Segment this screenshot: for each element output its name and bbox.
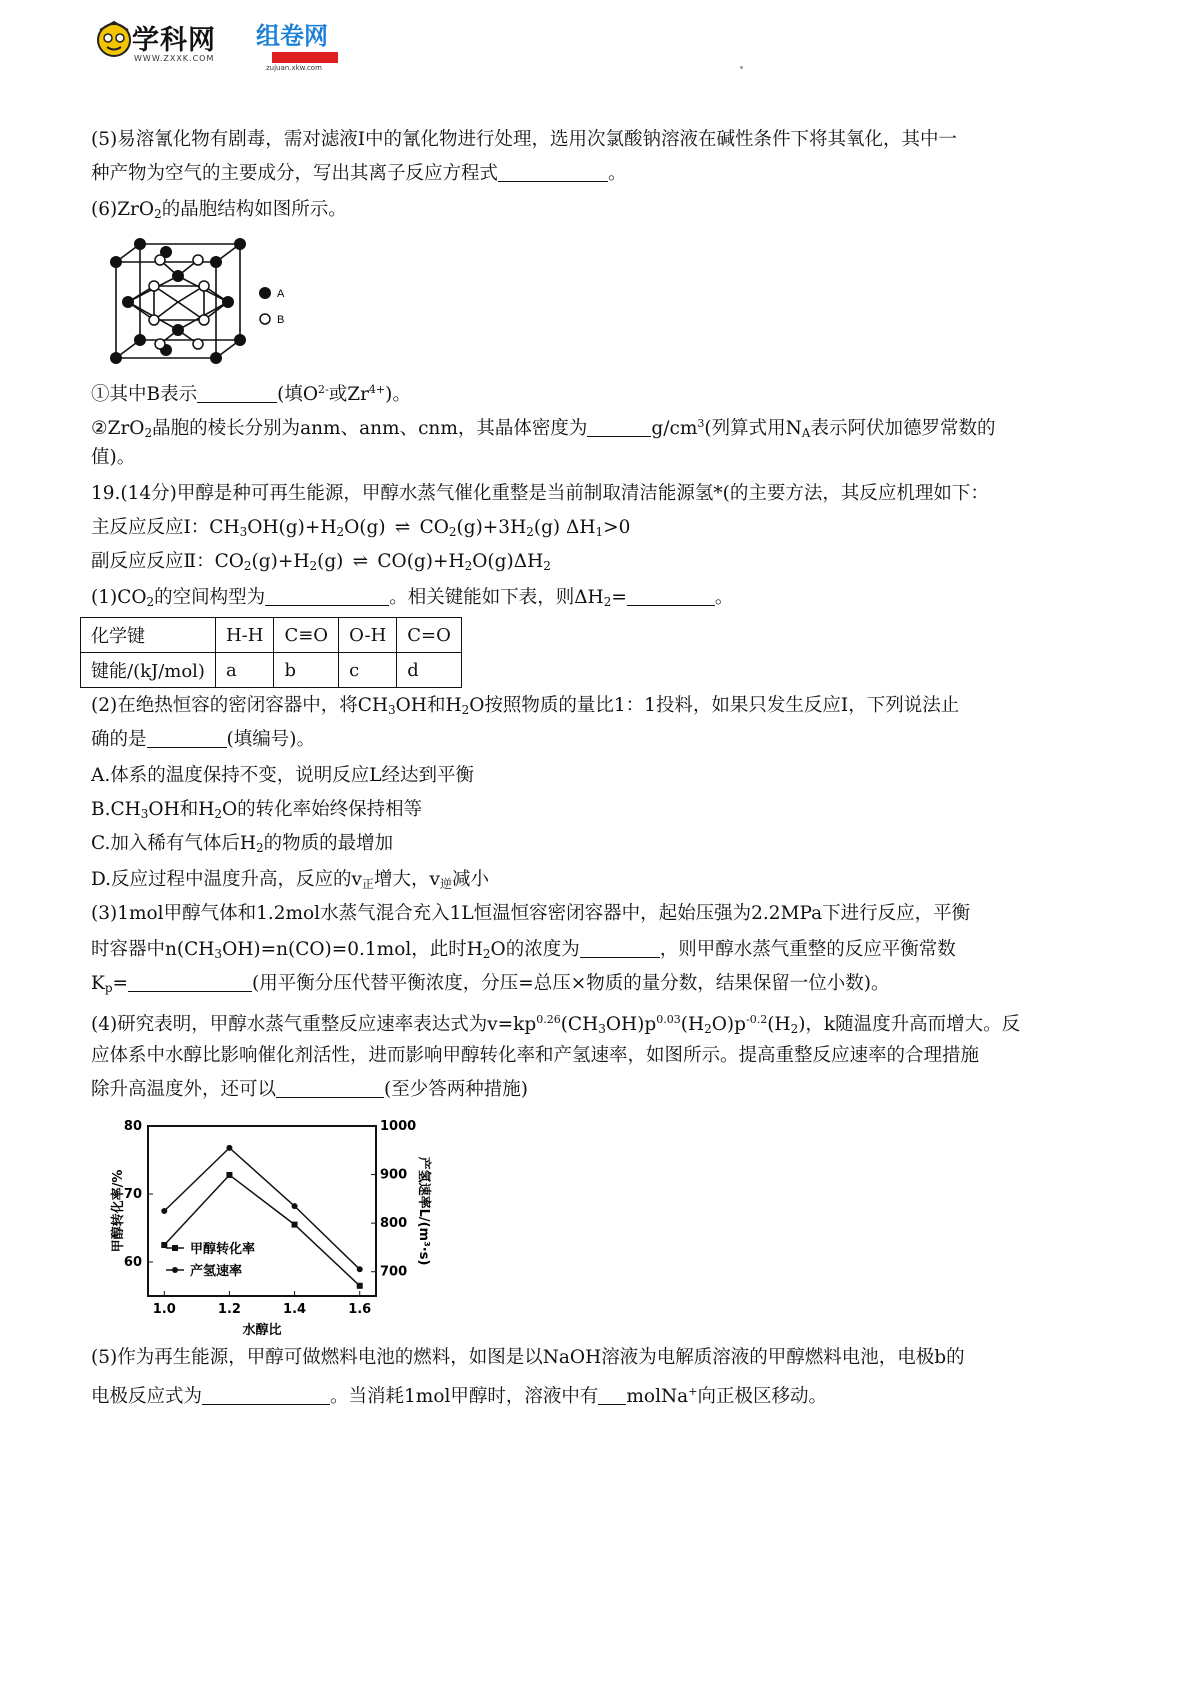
q18-p5-line2: 种产物为空气的主要成分，写出其离子反应方程式 。 xyxy=(91,163,627,184)
table-cell: c xyxy=(339,653,397,688)
table-cell: 键能/(kJ/mol) xyxy=(81,653,216,688)
x-tick-label: 1.6 xyxy=(348,1302,372,1317)
speck xyxy=(740,66,743,69)
legend-label: 甲醇转化率 xyxy=(190,1242,256,1257)
table-row xyxy=(81,653,462,688)
q18-p6: (6)ZrO$_2$的晶胞结构如图所示。 xyxy=(91,199,347,221)
water-methanol-ratio-chart xyxy=(100,1108,440,1340)
q19-intro: 19.(14分)甲醇是种可再生能源，甲醇水蒸气催化重整是当前制取清洁能源氢*(的主要方法，其反应机理如下： xyxy=(91,483,989,504)
logo-red-badge xyxy=(272,52,338,63)
table-cell: C≡O xyxy=(274,618,339,653)
q19-part1: $(1)CO_2$的空间构型为 。相关键能如下表，则$\Delta H_2=$ 。 xyxy=(91,587,734,609)
equilibrium-arrow-icon: ⇌ xyxy=(394,517,411,538)
x-tick-label: 1.4 xyxy=(283,1302,307,1317)
legend-a-label: A xyxy=(277,288,285,300)
q19-option-d: D.反应过程中温度升高，反应的$v_正$增大，$v_逆$减小 xyxy=(91,869,490,891)
q19-part5-line2: 电极反应式为 。当消耗1mol甲醇时，溶液中有 molNa+向正极区移动。 xyxy=(91,1385,827,1407)
logo-secondary-url: zujuan.xkw.com xyxy=(266,64,322,72)
x-tick-label: 1.0 xyxy=(152,1302,176,1317)
q19-option-b: $B.CH_3OH$和$H_2O$的转化率始终保持相等 xyxy=(91,799,423,821)
y-left-tick-label: 80 xyxy=(123,1119,142,1134)
data-point xyxy=(292,1203,298,1209)
q19-part4-line2: 应体系中水醇比影响催化剂活性，进而影响甲醇转化率和产氢速率，如图所示。提高重整反应速率的合理措施 xyxy=(91,1045,980,1066)
logo-main-text: 学科网 xyxy=(132,25,216,56)
logo-url: WWW.ZXXK.COM xyxy=(134,54,215,63)
q18-sub1: ①其中B表示 (填$O^{2-}$或$Zr^{4+}$)。 xyxy=(91,383,411,405)
y-left-axis-label: 甲醇转化率/% xyxy=(111,1169,126,1253)
q18-sub2-line2: 值)。 xyxy=(91,447,136,468)
q19-part5-line1: (5)作为再生能源，甲醇可做燃料电池的燃料，如图是以NaOH溶液为电解质溶液的甲醇燃料电池，电极b的 xyxy=(91,1347,965,1368)
y-left-tick-label: 60 xyxy=(123,1255,142,1270)
q19-part2-line1: (2)在绝热恒容的密闭容器中，将$CH_3OH$和$H_2O$按照物质的量比1：1投料，如果只发生反应Ⅰ，下列说法止 xyxy=(91,695,960,717)
data-point xyxy=(226,1145,232,1151)
legend-marker xyxy=(172,1267,178,1273)
q18-p5-line1: (5)易溶氰化物有剧毒，需对滤液Ⅰ中的氰化物进行处理，选用次氯酸钠溶液在碱性条件下将其氧化，其中一 xyxy=(91,129,958,150)
y-right-tick-label: 800 xyxy=(380,1216,408,1232)
table-cell: a xyxy=(215,653,273,688)
data-point xyxy=(161,1208,167,1214)
q19-part4-line1: (4)研究表明，甲醇水蒸气重整反应速率表达式为$v=kp^{0.26}(CH_3OH)p^{0.03}(H_2O)p^{-0.2}(H_2)$，k随温度升高而增大。反 xyxy=(91,1013,1021,1036)
y-right-tick-label: 700 xyxy=(380,1264,408,1280)
bond-energy-table xyxy=(80,617,462,688)
logo-secondary-text: 组卷网 xyxy=(256,22,328,50)
q19-reaction-1: 主反应反应Ⅰ：$CH_3OH(g)+H_2O(g)$ ⇌ $CO_2(g)+3H_2(g)$ $\Delta H_1>0$ xyxy=(91,514,1060,546)
data-point xyxy=(357,1266,363,1272)
q19-option-a: A.体系的温度保持不变，说明反应L经达到平衡 xyxy=(91,765,475,786)
table-cell: b xyxy=(274,653,339,688)
q19-part3-line3: $K_p=$ (用平衡分压代替平衡浓度，分压=总压×物质的量分数，结果保留一位小数)。 xyxy=(91,973,890,995)
x-tick-label: 1.2 xyxy=(217,1302,241,1317)
mascot-face-icon xyxy=(94,18,134,58)
q19-part2-line2: 确的是 (填编号)。 xyxy=(91,729,315,750)
data-point xyxy=(161,1242,167,1248)
table-cell: d xyxy=(397,653,462,688)
legend-b-label: B xyxy=(277,314,285,326)
y-right-tick-label: 1000 xyxy=(380,1119,417,1134)
table-cell: C=O xyxy=(397,618,462,653)
table-cell: 化学键 xyxy=(81,618,216,653)
y-left-tick-label: 70 xyxy=(123,1187,142,1202)
data-point xyxy=(292,1222,298,1228)
q19-option-c: C.加入稀有气体后$H_2$的物质的最增加 xyxy=(91,833,394,855)
table-cell: H-H xyxy=(215,618,273,653)
equilibrium-arrow-icon: ⇌ xyxy=(352,551,369,572)
q19-part3-line2: 时容器中$n(CH_3OH)=n(CO)=0.1mol$，此时$H_2O$的浓度为 ，则甲醇水蒸气重整的反应平衡常数 xyxy=(91,939,956,961)
q18-sub2: ②ZrO$_2$晶胞的棱长分别为anm、anm、cnm，其晶体密度为 $g/cm^3$(列算式用$N_A$表示阿伏加德罗常数的 xyxy=(91,417,996,440)
q19-part4-line3: 除升高温度外，还可以 (至少答两种措施) xyxy=(91,1079,528,1100)
q19-reaction-2: 副反应反应Ⅱ：$CO_2(g)+H_2(g)$ ⇌ $CO(g)+H_2O(g)\Delta H_2$ xyxy=(91,548,1060,580)
x-axis-label: 水醇比 xyxy=(242,1323,282,1338)
zro2-unit-cell-figure xyxy=(98,236,308,370)
table-cell: O-H xyxy=(339,618,397,653)
table-row xyxy=(81,618,462,653)
q19-part3-line1: (3)1mol甲醇气体和1.2mol水蒸气混合充入1L恒温恒容密闭容器中，起始压强为2.2MPa下进行反应，平衡 xyxy=(91,903,971,924)
legend-label: 产氢速率 xyxy=(190,1264,243,1279)
site-logo xyxy=(94,16,334,72)
y-right-tick-label: 900 xyxy=(380,1167,408,1183)
y-right-axis-label: 产氢速率L/(m³·s) xyxy=(416,1156,431,1266)
data-point xyxy=(357,1283,363,1289)
legend-marker xyxy=(172,1245,178,1251)
data-point xyxy=(226,1172,232,1178)
